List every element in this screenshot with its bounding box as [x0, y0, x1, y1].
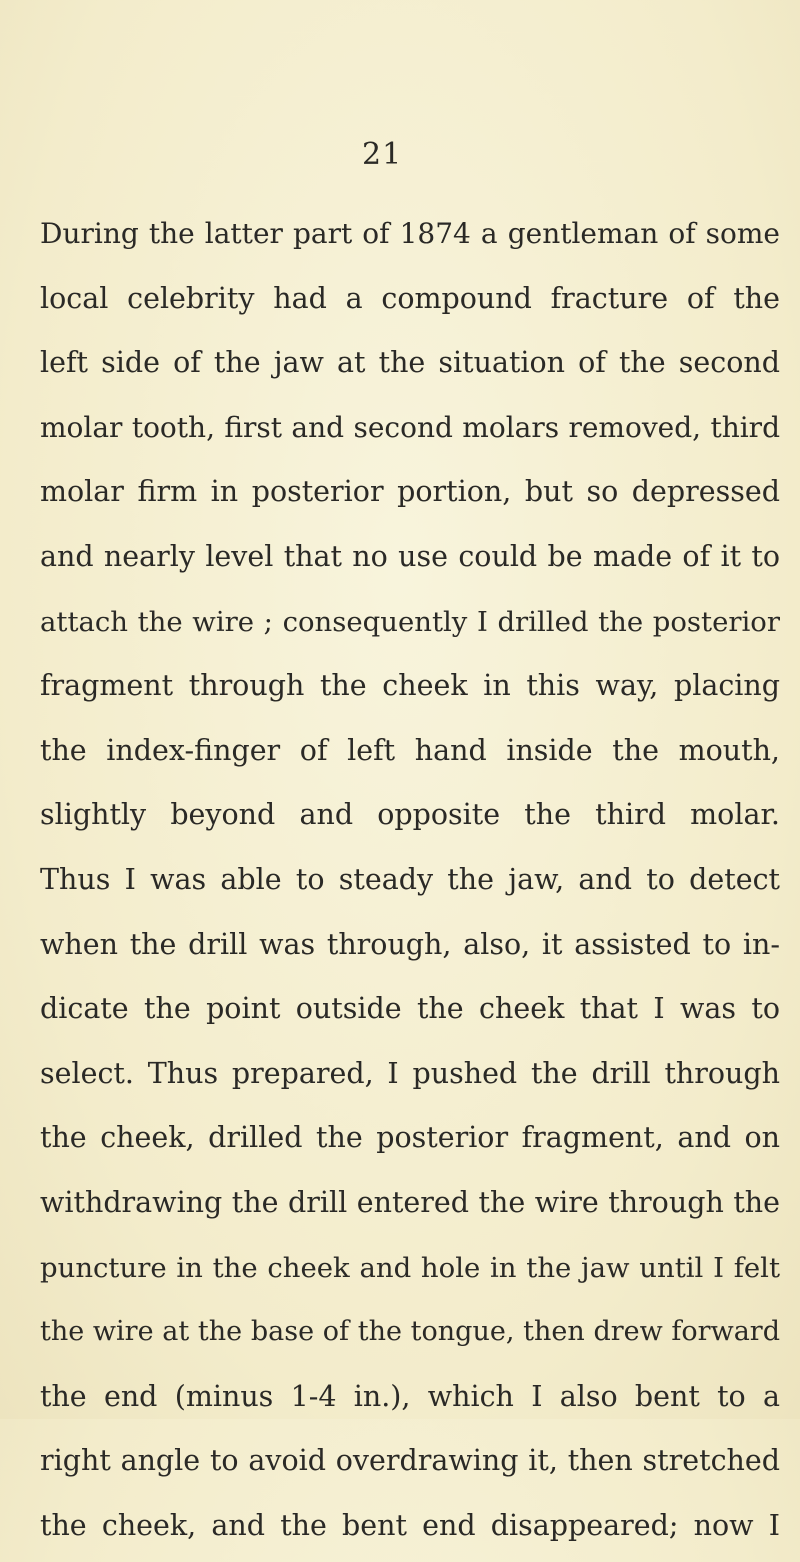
text-line: select. Thus prepared, I pushed the drill through [40, 1056, 780, 1090]
text-line: the index-finger of left hand inside the mouth, [40, 733, 780, 767]
text-line: withdrawing the drill entered the wire through the [40, 1185, 780, 1219]
text-line: the end (minus 1-4 in.), which I also bent to a [40, 1379, 780, 1413]
text-line: local celebrity had a compound fracture of the [40, 281, 780, 315]
text-line: fragment through the cheek in this way, placing [40, 669, 780, 703]
text-line: the cheek, drilled the posterior fragment, and on [40, 1121, 780, 1155]
text-line: when the drill was through, also, it assisted to in- [40, 927, 780, 961]
text-line: molar tooth, first and second molars removed, third [40, 410, 780, 444]
body-text [40, 206, 780, 1562]
text-line: the cheek, and the bent end disappeared; now I [40, 1508, 780, 1542]
text-line: left side of the jaw at the situation of the second [40, 346, 780, 380]
text-line: and nearly level that no use could be made of it to [40, 539, 780, 573]
text-line: attach the wire ; consequently I drilled the posterior [40, 605, 780, 638]
text-line: slightly beyond and opposite the third molar. [40, 798, 780, 832]
text-line: dicate the point outside the cheek that I was to [40, 992, 780, 1026]
text-line: puncture in the cheek and hole in the jaw until I felt [40, 1251, 780, 1284]
page-number: 21 [362, 137, 403, 172]
text-line: molar firm in posterior portion, but so depressed [40, 475, 780, 509]
text-line: the wire at the base of the tongue, then drew forward [40, 1316, 780, 1348]
text-line: Thus I was able to steady the jaw, and to detect [40, 862, 780, 896]
text-line: During the latter part of 1874 a gentleman of some [40, 217, 780, 250]
text-line: right angle to avoid overdrawing it, then stretched [40, 1444, 780, 1478]
